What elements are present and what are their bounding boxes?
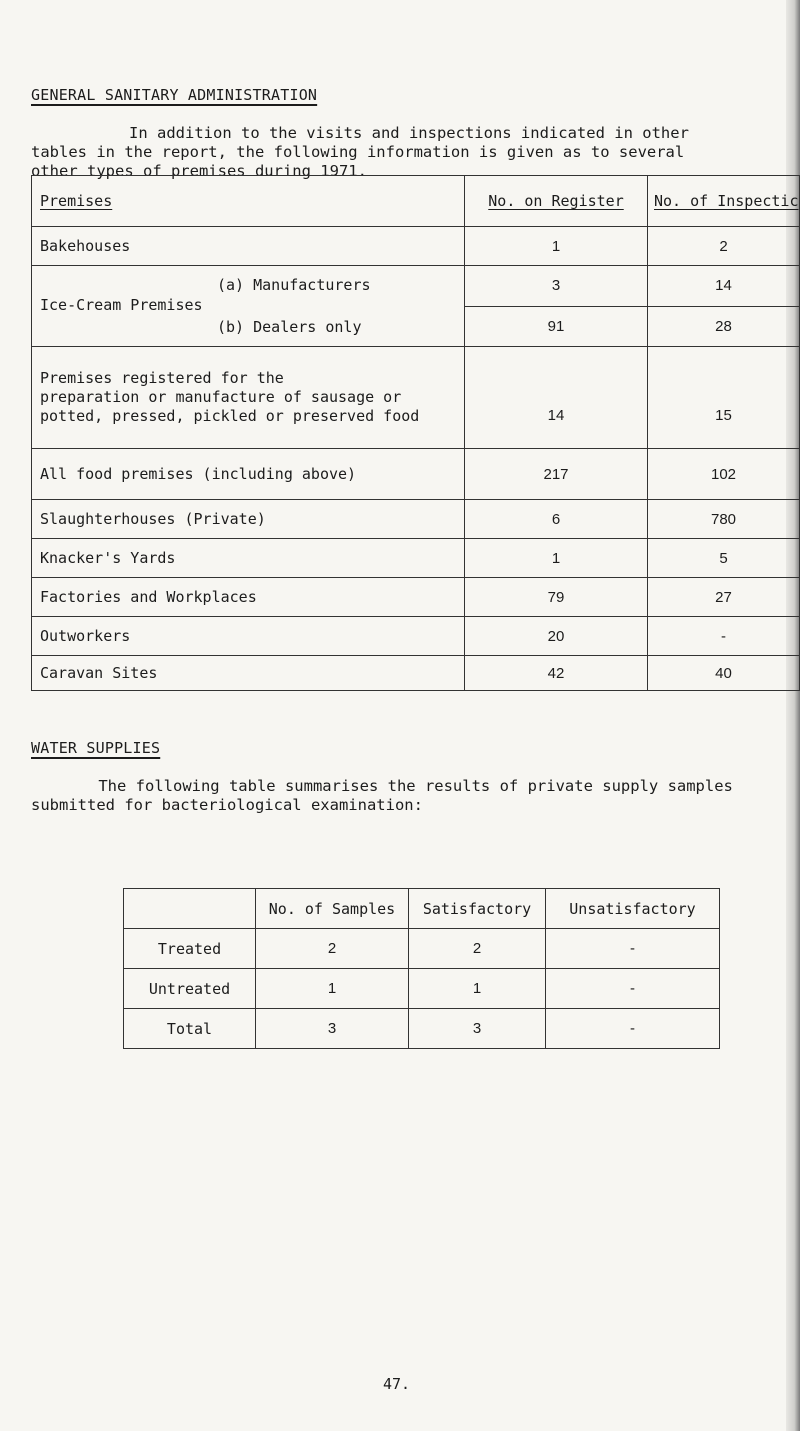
register-value: 14 [465,347,648,449]
water-samples-table [123,888,720,1049]
unsatisfactory-value: - [546,1009,720,1049]
section-heading-water: WATER SUPPLIES [31,739,161,757]
register-value: 1 [465,227,648,266]
row-label: Slaughterhouses (Private) [32,500,465,539]
premises-header-row [32,176,800,227]
row-label: Knacker's Yards [32,539,465,578]
table-row [32,539,800,578]
samples-value: 3 [256,1009,409,1049]
water-intro-line-1: The following table summarises the results of private supply samples [61,777,733,795]
samples-value: 1 [256,969,409,1009]
register-value: 1 [465,539,648,578]
header-blank [124,889,256,929]
register-value: 20 [465,617,648,656]
ice-cream-sublabel-b: (b) Dealers only [217,318,362,336]
table-row [124,929,720,969]
samples-value: 2 [256,929,409,969]
sausage-line-1: Premises registered for the [40,369,284,387]
sausage-line-3: potted, pressed, pickled or preserved food [40,407,420,425]
row-label: Bakehouses [32,227,465,266]
row-label: All food premises (including above) [32,449,465,500]
intro-line-2: tables in the report, the following information is given as to several [31,143,685,161]
intro-line-1: In addition to the visits and inspections indicated in other [129,124,689,142]
table-row [32,500,800,539]
row-label: Total [124,1009,256,1049]
ice-cream-sublabel-a: (a) Manufacturers [217,276,371,294]
row-label: Caravan Sites [32,656,465,691]
header-samples: No. of Samples [256,889,409,929]
table-row [32,578,800,617]
row-label: Treated [124,929,256,969]
inspections-value: 14 [648,266,800,307]
unsatisfactory-value: - [546,969,720,1009]
satisfactory-value: 1 [409,969,546,1009]
inspections-value: - [648,617,800,656]
header-satisfactory: Satisfactory [409,889,546,929]
inspections-value: 5 [648,539,800,578]
page-number: 47. [383,1375,411,1393]
row-label: Outworkers [32,617,465,656]
register-value: 91 [465,306,648,347]
sausage-label [32,347,465,449]
sausage-line-2: preparation or manufacture of sausage or [40,388,402,406]
table-row [124,1009,720,1049]
table-row [32,449,800,500]
inspections-value: 28 [648,306,800,347]
water-header-row [124,889,720,929]
intro-paragraph [31,124,689,181]
inspections-value: 2 [648,227,800,266]
table-row [32,656,800,691]
register-value: 3 [465,266,648,307]
inspections-value: 780 [648,500,800,539]
ice-cream-label: Ice-Cream Premises [40,296,203,314]
intro-line-3: other types of premises during 1971. [31,162,367,180]
header-inspections: No. of Inspectic [648,176,800,227]
inspections-value: 27 [648,578,800,617]
row-label: Factories and Workplaces [32,578,465,617]
section-heading-sanitary: GENERAL SANITARY ADMINISTRATION [31,86,318,104]
satisfactory-value: 3 [409,1009,546,1049]
table-row [124,969,720,1009]
table-row [32,347,800,449]
inspections-value: 102 [648,449,800,500]
register-value: 79 [465,578,648,617]
satisfactory-value: 2 [409,929,546,969]
water-intro-line-2: submitted for bacteriological examination: [31,796,423,814]
register-value: 6 [465,500,648,539]
header-unsatisfactory: Unsatisfactory [546,889,720,929]
register-value: 42 [465,656,648,691]
table-row [32,266,800,307]
table-row [32,227,800,266]
inspections-value: 40 [648,656,800,691]
premises-table [31,175,800,691]
row-label: Untreated [124,969,256,1009]
ice-cream-cell [32,266,465,347]
unsatisfactory-value: - [546,929,720,969]
table-row [32,617,800,656]
inspections-value: 15 [648,347,800,449]
water-intro-paragraph [31,777,733,815]
header-register: No. on Register [465,176,648,227]
register-value: 217 [465,449,648,500]
header-premises: Premises [32,176,465,227]
